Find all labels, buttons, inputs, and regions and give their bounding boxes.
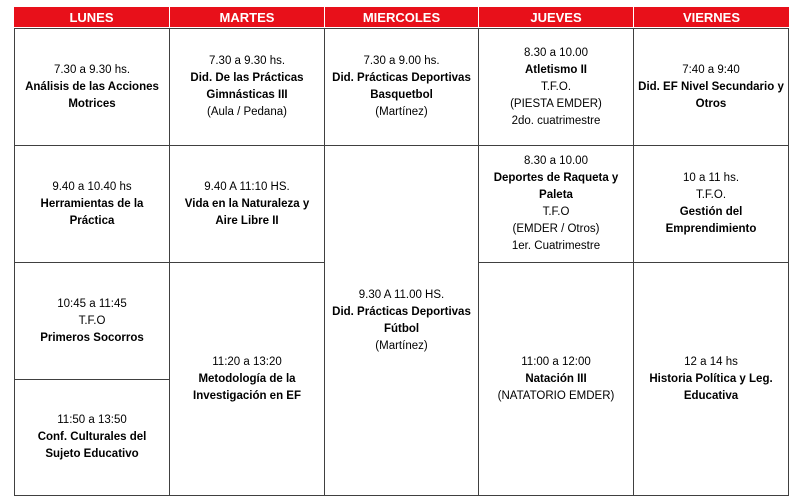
class-title: Deportes de Raqueta y Paleta [493, 172, 619, 201]
class-title: Atletismo II [525, 63, 587, 76]
class-time: 9.40 a 10.40 hs [52, 180, 132, 193]
class-time: 12 a 14 hs [684, 355, 738, 368]
class-title: Metodología de la Investigación en EF [193, 372, 301, 402]
class-extra: T.F.O [542, 206, 570, 218]
class-time: 8.30 a 10.00 [524, 155, 588, 167]
class-time: 7:40 a 9:40 [682, 63, 740, 76]
class-time: 11:20 a 13:20 [212, 355, 282, 368]
header-miercoles: MIERCOLES [325, 7, 478, 27]
class-cell [169, 28, 325, 146]
class-note: 1er. Cuatrimestre [511, 240, 601, 252]
class-cell [14, 28, 170, 146]
class-title: Did. De las Prácticas Gimnásticas III [190, 72, 304, 101]
class-time: 7.30 a 9.30 hs. [53, 63, 131, 76]
class-cell [14, 379, 170, 496]
class-note: (Aula / Pedana) [207, 106, 287, 118]
header-lunes: LUNES [14, 7, 169, 27]
class-note: (PIESTA EMDER) [510, 97, 602, 110]
class-time: 9.40 A 11:10 HS. [204, 180, 290, 193]
class-cell [169, 262, 325, 496]
class-title: Gestión del Emprendimiento [665, 206, 757, 235]
class-time: 7.30 a 9.30 hs. [208, 55, 286, 67]
class-title: Primeros Socorros [40, 331, 144, 344]
class-cell [478, 145, 634, 263]
class-title: Conf. Culturales del Sujeto Educativo [37, 431, 147, 460]
class-extra: T.F.O [78, 314, 106, 327]
class-time: 9.30 A 11.00 HS. [358, 288, 445, 301]
class-cell [324, 145, 479, 496]
class-cell [478, 262, 634, 496]
class-extra: T.F.O. [695, 189, 727, 201]
class-title: Natación III [525, 372, 587, 385]
header-jueves: JUEVES [479, 7, 633, 27]
class-cell [633, 145, 789, 263]
class-time: 10 a 11 hs. [682, 172, 740, 184]
class-cell [324, 28, 479, 146]
class-title: Did. Prácticas Deportivas Basquetbol [332, 72, 471, 101]
class-title: Análisis de las Acciones Motrices [25, 80, 159, 110]
class-title: Herramientas de la Práctica [40, 197, 144, 227]
class-cell [169, 145, 325, 263]
class-time: 7.30 a 9.00 hs. [363, 55, 440, 67]
class-note: (EMDER / Otros) [512, 223, 600, 235]
class-time: 10:45 a 11:45 [57, 297, 127, 310]
class-cell [14, 145, 170, 263]
class-note: 2do. cuatrimestre [511, 114, 601, 127]
class-title: Did. EF Nivel Secundario y Otros [638, 80, 784, 110]
class-title: Did. Prácticas Deportivas Fútbol [332, 305, 471, 335]
class-note: (Martínez) [375, 106, 428, 118]
class-cell [633, 28, 789, 146]
class-extra: T.F.O. [540, 80, 572, 93]
class-note: (Martínez) [375, 339, 428, 352]
class-title: Historia Política y Leg. Educativa [649, 372, 773, 402]
class-time: 11:50 a 13:50 [57, 414, 127, 426]
class-cell [633, 262, 789, 496]
class-cell [478, 28, 634, 146]
header-martes: MARTES [170, 7, 324, 27]
class-time: 8.30 a 10.00 [524, 46, 588, 59]
class-cell [14, 262, 170, 380]
class-title: Vida en la Naturaleza y Aire Libre II [184, 197, 310, 227]
header-viernes: VIERNES [634, 7, 789, 27]
class-note: (NATATORIO EMDER) [497, 389, 615, 402]
class-time: 11:00 a 12:00 [521, 355, 591, 368]
